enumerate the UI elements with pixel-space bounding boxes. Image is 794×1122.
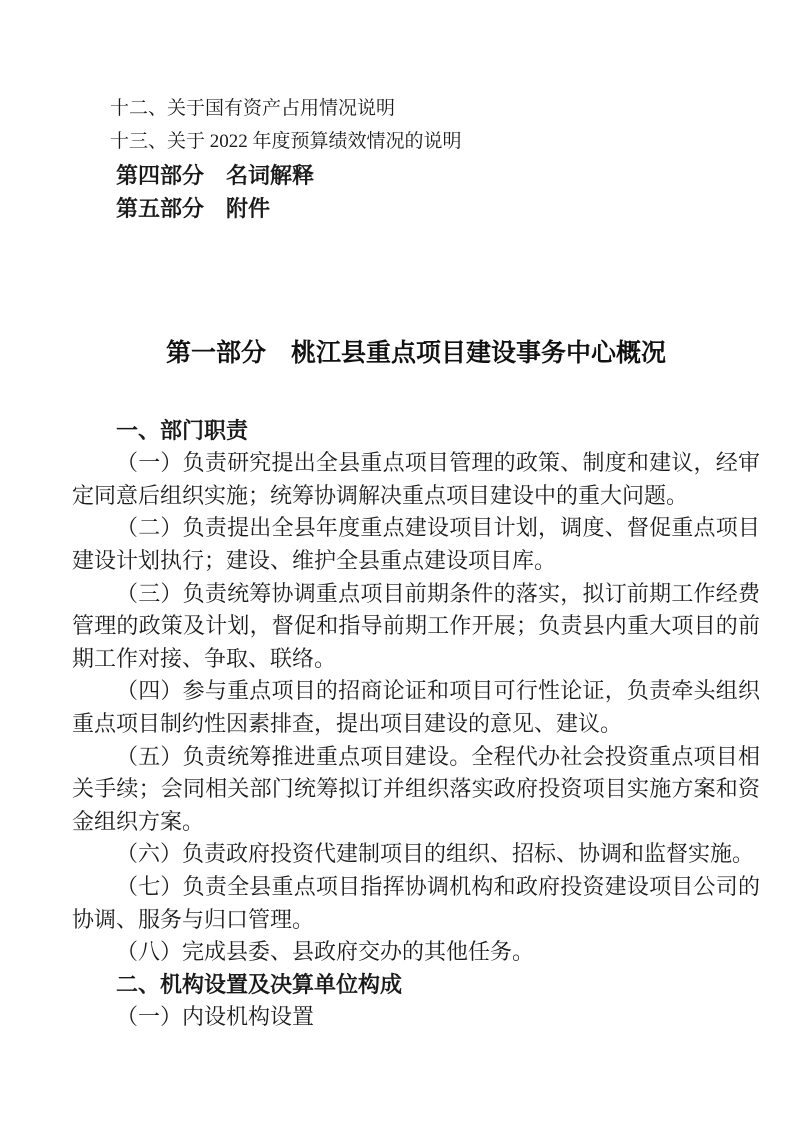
duty-paragraph-6: （六）负责政府投资代建制项目的组织、招标、协调和监督实施。	[116, 841, 755, 867]
toc-part-5-heading: 第五部分 附件	[116, 196, 271, 222]
section-2-heading: 二、机构设置及决算单位构成	[116, 971, 403, 997]
duty-paragraph-1: （一）负责研究提出全县重点项目管理的政策、制度和建议，经审定同意后组织实施；统筹协调解决重点项目建设中的重大问题。	[72, 450, 760, 508]
toc-item-12: 十二、关于国有资产占用情况说明	[110, 98, 396, 119]
duty-paragraph-3: （三）负责统筹协调重点项目前期条件的落实，拟订前期工作经费管理的政策及计划，督促和指导前期工作开展；负责县内重大项目的前期工作对接、争取、联络。	[72, 580, 760, 671]
part-1-title: 第一部分 桃江县重点项目建设事务中心概况	[165, 339, 666, 367]
duty-paragraph-2: （二）负责提出全县年度重点建设项目计划，调度、督促重点项目建设计划执行；建设、维护全县重点建设项目库。	[72, 515, 760, 573]
duty-paragraph-5: （五）负责统筹推进重点项目建设。全程代办社会投资重点项目相关手续；会同相关部门统筹拟订并组织落实政府投资项目实施方案和资金组织方案。	[72, 743, 760, 834]
section-1-heading: 一、部门职责	[116, 417, 249, 443]
toc-part-4-heading: 第四部分 名词解释	[116, 162, 315, 188]
part-1-body	[72, 415, 760, 1034]
toc-continued-block	[72, 0, 760, 226]
duty-paragraph-8: （八）完成县委、县政府交办的其他任务。	[116, 939, 535, 965]
duty-paragraph-7: （七）负责全县重点项目指挥协调机构和政府投资建设项目公司的协调、服务与归口管理。	[72, 873, 760, 932]
toc-item-13: 十三、关于 2022 年度预算绩效情况的说明	[110, 131, 462, 153]
section-2-sub-heading: （一）内设机构设置	[116, 1004, 315, 1030]
duty-paragraph-4: （四）参与重点项目的招商论证和项目可行性论证，负责牵头组织重点项目制约性因素排查，提出项目建设的意见、建议。	[72, 678, 760, 736]
